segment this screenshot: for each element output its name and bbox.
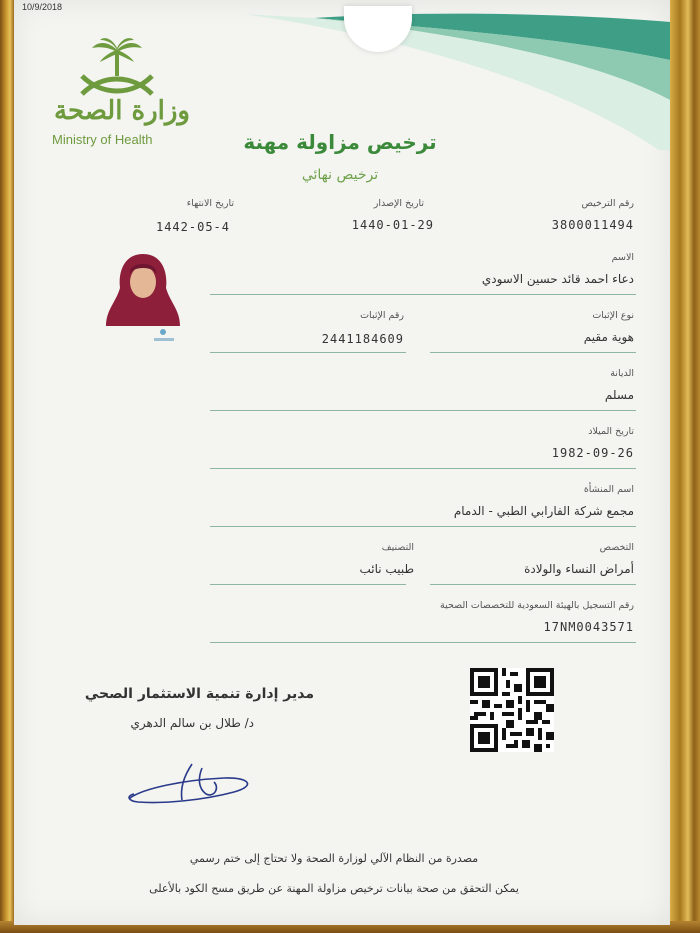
specialty-label: التخصص: [599, 542, 634, 553]
issue-date: 1440-01-29: [351, 218, 434, 232]
birth-date-label: تاريخ الميلاد: [588, 426, 634, 437]
license-number: 3800011494: [551, 218, 634, 232]
facility-underline: [210, 526, 636, 527]
religion: مسلم: [604, 388, 634, 402]
print-date: 10/9/2018: [22, 2, 63, 12]
id-type-label: نوع الإثبات: [592, 310, 634, 321]
ministry-name-english: Ministry of Health: [52, 132, 153, 147]
license-document: [14, 0, 670, 925]
id-number: 2441184609: [321, 332, 404, 346]
signatory-name: د/ طلال بن سالم الدهري: [130, 716, 254, 730]
religion-underline: [210, 410, 636, 411]
religion-label: الديانة: [610, 368, 634, 379]
specialty-underline: [430, 584, 636, 585]
license-number-label: رقم الترخيص: [581, 198, 634, 209]
expiry-date-label: تاريخ الانتهاء: [186, 198, 234, 209]
picture-frame-right: [670, 0, 700, 933]
facility-label: اسم المنشأة: [583, 484, 634, 495]
issue-date-label: تاريخ الإصدار: [373, 198, 424, 209]
document-title: ترخيص مزاولة مهنة: [243, 130, 437, 154]
id-number-underline: [210, 352, 406, 353]
specialty: أمراض النساء والولادة: [524, 562, 634, 576]
birth-date: 1982-09-26: [551, 446, 634, 460]
signatory-title: مدير إدارة تنمية الاستثمار الصحي: [84, 686, 314, 702]
facility-name: مجمع شركة الفارابي الطبي - الدمام: [453, 504, 634, 518]
birth-date-underline: [210, 468, 636, 469]
classification-underline: [210, 584, 406, 585]
expiry-date: 1442-05-4: [155, 220, 230, 234]
scfhs-registration-label: رقم التسجيل بالهيئة السعودية للتخصصات الصحية: [440, 600, 634, 611]
id-number-label: رقم الإثبات: [360, 310, 404, 321]
name-label: الاسم: [611, 252, 634, 263]
holder-photo: [102, 244, 184, 354]
scfhs-registration-number: 17NM0043571: [543, 620, 634, 634]
id-type-underline: [430, 352, 636, 353]
holder-name: دعاء احمد قائد حسين الاسودي: [481, 272, 634, 286]
footer-verification: يمكن التحقق من صحة بيانات ترخيص مزاولة المهنة عن طريق مسح الكود بالأعلى: [149, 882, 519, 895]
scfhs-underline: [210, 642, 636, 643]
ministry-name-arabic: وزارة الصحة: [54, 96, 190, 126]
name-underline: [210, 294, 636, 295]
classification: طبيب نائب: [359, 562, 414, 576]
handwritten-signature-icon: [124, 758, 254, 818]
footer-notice: مصدرة من النظام الآلي لوزارة الصحة ولا تحتاج إلى ختم رسمي: [189, 852, 479, 865]
qr-code-icon: [470, 668, 554, 752]
classification-label: التصنيف: [381, 542, 414, 553]
palm-and-swords-logo-icon: [52, 38, 182, 98]
id-type: هوية مقيم: [583, 330, 634, 344]
license-type: ترخيص نهائي: [301, 167, 379, 183]
